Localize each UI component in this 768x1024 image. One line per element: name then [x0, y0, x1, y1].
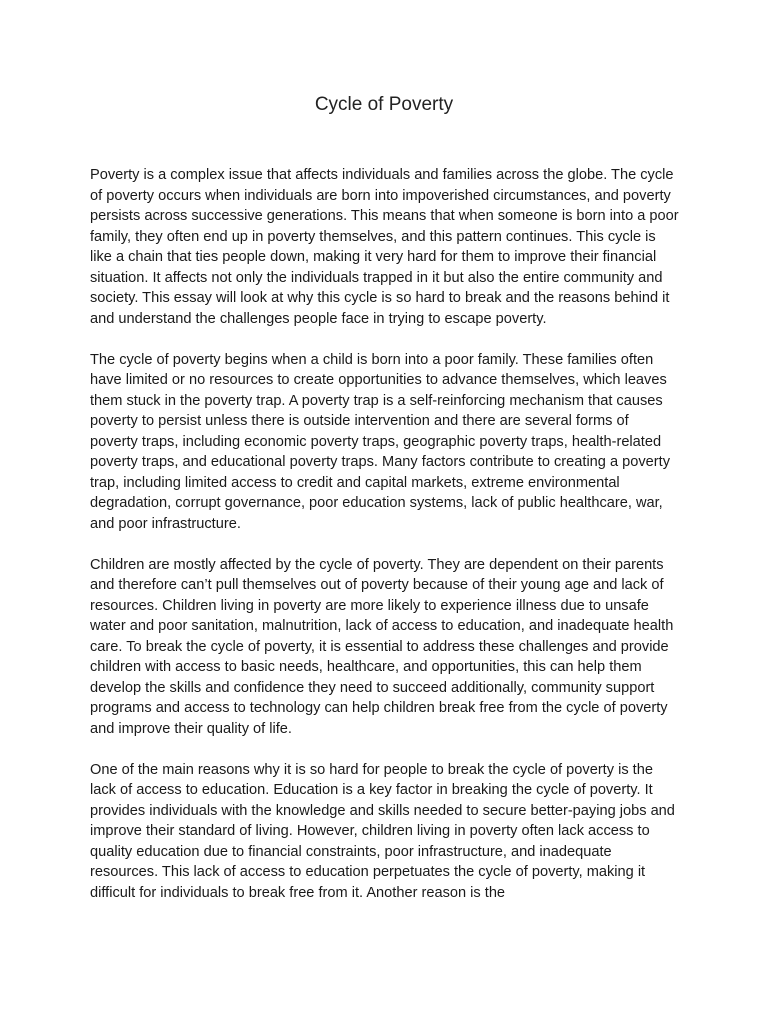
essay-body	[90, 165, 680, 924]
paragraph-1: Poverty is a complex issue that affects individuals and families across the globe. The cycle of poverty occurs when individuals are born into impoverished circumstances, and poverty persists across successive generations. This means that when someone is born into a poor family, they often end up in poverty themselves, and this pattern continues. This cycle is like a chain that ties people down, making it very hard for them to improve their financial situation. It affects not only the individuals trapped in it but also the entire community and society. This essay will look at why this cycle is so hard to break and the reasons behind it and understand the challenges people face in trying to escape poverty.	[90, 167, 679, 327]
page-title: Cycle of Poverty	[314, 94, 454, 115]
paragraph-4: One of the main reasons why it is so hard for people to break the cycle of poverty is the lack of access to education. Education is a key factor in breaking the cycle of poverty. It provides individuals with the knowledge and skills needed to secure better-paying jobs and improve their standard of living. However, children living in poverty often lack access to quality education due to financial constraints, poor infrastructure, and inadequate resources. This lack of access to education perpetuates the cycle of poverty, making it difficult for individuals to break free from it. Another reason is the	[90, 761, 675, 901]
paragraph-2: The cycle of poverty begins when a child is born into a poor family. These families often have limited or no resources to create opportunities to advance themselves, which leaves them stuck in the poverty trap. A poverty trap is a self-reinforcing mechanism that causes poverty to persist unless there is outside intervention and there are several forms of poverty traps, including economic poverty traps, geographic poverty traps, health-related poverty traps, and educational poverty traps. Many factors contribute to creating a poverty trap, including limited access to credit and capital markets, extreme environmental degradation, corrupt governance, poor education systems, lack of public healthcare, war, and poor infrastructure.	[90, 351, 671, 532]
paragraph-3: Children are mostly affected by the cycle of poverty. They are dependent on their parents and therefore can’t pull themselves out of poverty because of their young age and lack of resources. Children living in poverty are more likely to experience illness due to unsafe water and poor sanitation, malnutrition, lack of access to education, and inadequate health care. To break the cycle of poverty, it is essential to address these challenges and provide children with access to basic needs, healthcare, and opportunities, this can help them develop the skills and confidence they need to succeed additionally, community support programs and access to technology can help children break free from the cycle of poverty and improve their quality of life.	[90, 556, 674, 737]
